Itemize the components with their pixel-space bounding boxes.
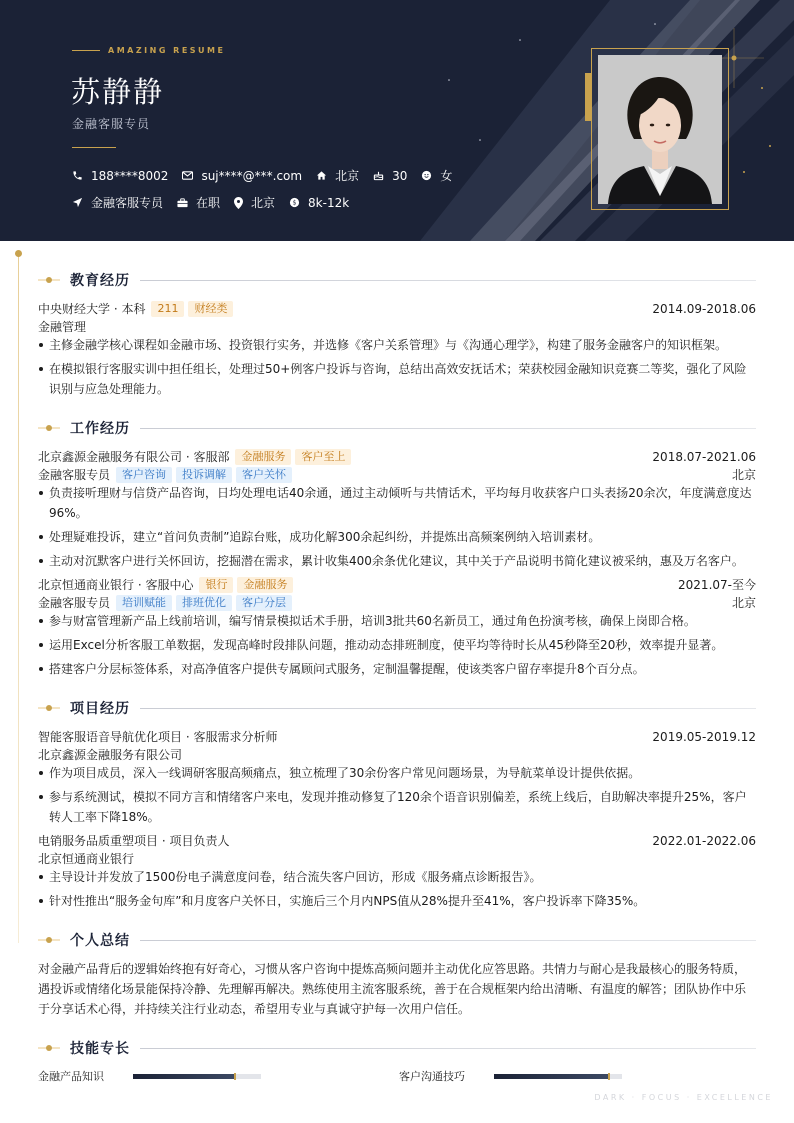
section-rule (140, 280, 756, 281)
section-title: 项目经历 (70, 701, 130, 717)
list-item: 搭建客户分层标签体系，对高净值客户提供专属顾问式服务，定制温馨提醒，使该类客户留存率提升8个百分点。 (38, 659, 756, 679)
project-header-row (38, 728, 756, 745)
svg-text:$: $ (292, 199, 297, 207)
job-location: 北京 (731, 596, 756, 610)
company-name: 北京恒通商业银行 · 客服中心 (38, 578, 194, 592)
section-marker-icon (38, 1043, 60, 1053)
section-title: 教育经历 (70, 273, 130, 289)
section-education-header (38, 270, 756, 290)
section-marker-icon (38, 935, 60, 945)
tag-badge: 客户关怀 (236, 467, 292, 483)
phone-text: 188****8002 (91, 168, 169, 183)
age-text: 30 (392, 168, 408, 183)
date-range: 2022.01-2022.06 (652, 833, 756, 848)
skill-bar (494, 1074, 622, 1079)
tag-badge: 金融服务 (235, 449, 291, 465)
position-title: 金融客服专员 (38, 468, 111, 482)
tag-badge: 财经类 (188, 301, 233, 317)
section-marker-icon (38, 275, 60, 285)
gender-item (421, 167, 452, 184)
summary-text: 对金融产品背后的逻辑始终抱有好奇心，习惯从客户咨询中提炼高频问题并主动优化应答思路。共情力与耐心是我最核心的服务特质，遇投诉或情绪化场景能保持冷静、先理解再解决。熟练使用主流客服系统，善于在合规框架内给出清晰、有温度的解答；团队协作中乐于分享话术心得，并持续关注行业动态，希望用专业与真诚守护每一次用户信任。 (38, 962, 747, 1016)
phone-item (72, 169, 168, 183)
tag-badge: 投诉调解 (176, 467, 232, 483)
section-title: 工作经历 (70, 421, 130, 437)
mail-icon (182, 171, 193, 180)
skill-item (38, 1068, 261, 1084)
candidate-name: 苏静静 (71, 75, 165, 109)
list-item: 作为项目成员，深入一线调研客服高频痛点，独立梳理了30余份客户常见问题场景，为导航菜单设计提供依据。 (38, 763, 756, 783)
skill-bar (133, 1074, 261, 1079)
timeline-line (18, 253, 19, 943)
date-range: 2014.09-2018.06 (652, 301, 756, 316)
list-item: 主修金融学核心课程如金融市场、投资银行实务，并选修《客户关系管理》与《沟通心理学》，构建了服务金融客户的知识框架。 (38, 335, 756, 355)
gender-text: 女 (440, 169, 453, 183)
resume-header (0, 0, 794, 241)
target-job-item (72, 194, 163, 211)
project-org: 北京鑫源金融服务有限公司 (38, 748, 183, 762)
skill-item (399, 1068, 622, 1084)
smiley-icon (421, 170, 432, 181)
timeline-dot (15, 250, 22, 257)
list-item: 主导设计并发放了1500份电子满意度问卷，结合流失客户回访，形成《服务痛点诊断报告》。 (38, 867, 756, 887)
section-title: 技能专长 (70, 1041, 130, 1057)
hometown-text: 北京 (335, 169, 360, 183)
skill-name: 金融产品知识 (38, 1070, 104, 1083)
section-rule (140, 428, 756, 429)
list-item: 针对性推出“服务金句库”和月度客户关怀日，实施后三个月内NPS值从28%提升至41%，客户投诉率下降35%。 (38, 891, 756, 911)
tag-badge: 211 (151, 301, 184, 317)
list-item: 主动对沉默客户进行关怀回访，挖掘潜在需求，累计收集400余条优化建议，其中关于产品说明书简化建议被采纳，惠及万名客户。 (38, 551, 756, 571)
email-text: suj****@***.com (201, 168, 303, 183)
hometown-item (316, 167, 359, 184)
header-divider (72, 147, 116, 148)
footer-motto: DARK · FOCUS · EXCELLENCE (594, 1093, 773, 1102)
send-icon (72, 197, 83, 208)
section-work-header (38, 418, 756, 438)
section-marker-icon (38, 703, 60, 713)
education-row (38, 300, 756, 317)
list-item: 处理疑难投诉，建立“首问负责制”追踪台账，成功化解300余起纠纷，并提炼出高频案例纳入培训素材。 (38, 527, 756, 547)
section-title: 个人总结 (70, 933, 130, 949)
status-item (177, 194, 220, 211)
list-item: 参与财富管理新产品上线前培训，编写情景模拟话术手册，培训3批共60名新员工，通过角色扮演考核，确保上岗即合格。 (38, 611, 756, 631)
tag-badge: 银行 (199, 577, 233, 593)
section-marker-icon (38, 423, 60, 433)
section-skills-header (38, 1038, 756, 1058)
home-icon (316, 170, 327, 181)
job-position-row (38, 466, 756, 483)
status-text: 在职 (196, 196, 221, 210)
header-tagline (72, 46, 225, 55)
job-location: 北京 (731, 468, 756, 482)
tagline-line (72, 50, 100, 51)
tag-badge: 客户至上 (295, 449, 351, 465)
section-rule (140, 708, 756, 709)
list-item: 负责接听理财与信贷产品咨询，日均处理电话40余通，通过主动倾听与共情话术，平均每月收获客户口头表扬20余次，年度满意度达96%。 (38, 483, 756, 523)
city-item (234, 194, 275, 211)
list-item: 在模拟银行客服实训中担任组长，处理过50+例客户投诉与咨询，总结出高效安抚话术；荣获校园金融知识竞赛二等奖，强化了风险识别与应急处理能力。 (38, 359, 756, 399)
briefcase-icon (177, 198, 188, 208)
major: 金融管理 (38, 320, 87, 334)
contact-row (72, 167, 466, 184)
skill-bar-marker (234, 1073, 236, 1080)
candidate-role: 金融客服专员 (72, 117, 151, 131)
job-header-row (38, 576, 756, 593)
list-item: 运用Excel分析客服工单数据，发现高峰时段排队问题，推动动态排班制度，使平均等待时长从45秒降至20秒，效率提升显著。 (38, 635, 756, 655)
tagline-text: AMAZING RESUME (108, 46, 226, 55)
school-name: 中央财经大学 · 本科 (38, 302, 146, 316)
list-item: 参与系统测试，模拟不同方言和情绪客户来电，发现并推动修复了120余个语音识别偏差，系统上线后，自助解决率提升25%，客户转人工率下降18%。 (38, 787, 756, 827)
job-position-row (38, 594, 756, 611)
section-projects-header (38, 698, 756, 718)
section-summary-header (38, 930, 756, 950)
phone-icon (72, 170, 83, 181)
portrait-illustration (598, 55, 722, 204)
salary-text: 8k-12k (308, 195, 350, 210)
cake-icon (373, 170, 384, 181)
skill-name: 客户沟通技巧 (399, 1070, 465, 1083)
project-header-row (38, 832, 756, 849)
tag-badge: 客户咨询 (116, 467, 172, 483)
company-name: 北京鑫源金融服务有限公司 · 客服部 (38, 450, 230, 464)
tag-badge: 培训赋能 (116, 595, 172, 611)
date-range: 2021.07-至今 (678, 578, 756, 592)
city-text: 北京 (251, 196, 276, 210)
location-pin-icon (234, 197, 243, 209)
section-rule (140, 940, 756, 941)
section-rule (140, 1048, 756, 1049)
date-range: 2019.05-2019.12 (652, 729, 756, 744)
job-header-row (38, 448, 756, 465)
date-range: 2018.07-2021.06 (652, 449, 756, 464)
profile-photo (598, 55, 722, 204)
target-job-text: 金融客服专员 (91, 196, 164, 210)
project-name: 电销服务品质重塑项目 · 项目负责人 (38, 834, 230, 848)
tag-badge: 金融服务 (237, 577, 293, 593)
project-name: 智能客服语音导航优化项目 · 客服需求分析师 (38, 730, 278, 744)
skill-bar-fill (494, 1074, 609, 1079)
position-title: 金融客服专员 (38, 596, 111, 610)
tag-badge: 客户分层 (236, 595, 292, 611)
skill-bar-fill (133, 1074, 235, 1079)
salary-item (289, 196, 349, 210)
tag-badge: 排班优化 (176, 595, 232, 611)
job-intent-row (72, 194, 363, 211)
age-item (373, 169, 407, 183)
email-item (182, 169, 302, 183)
coin-icon (289, 197, 300, 208)
skill-bar-marker (608, 1073, 610, 1080)
project-org: 北京恒通商业银行 (38, 852, 135, 866)
